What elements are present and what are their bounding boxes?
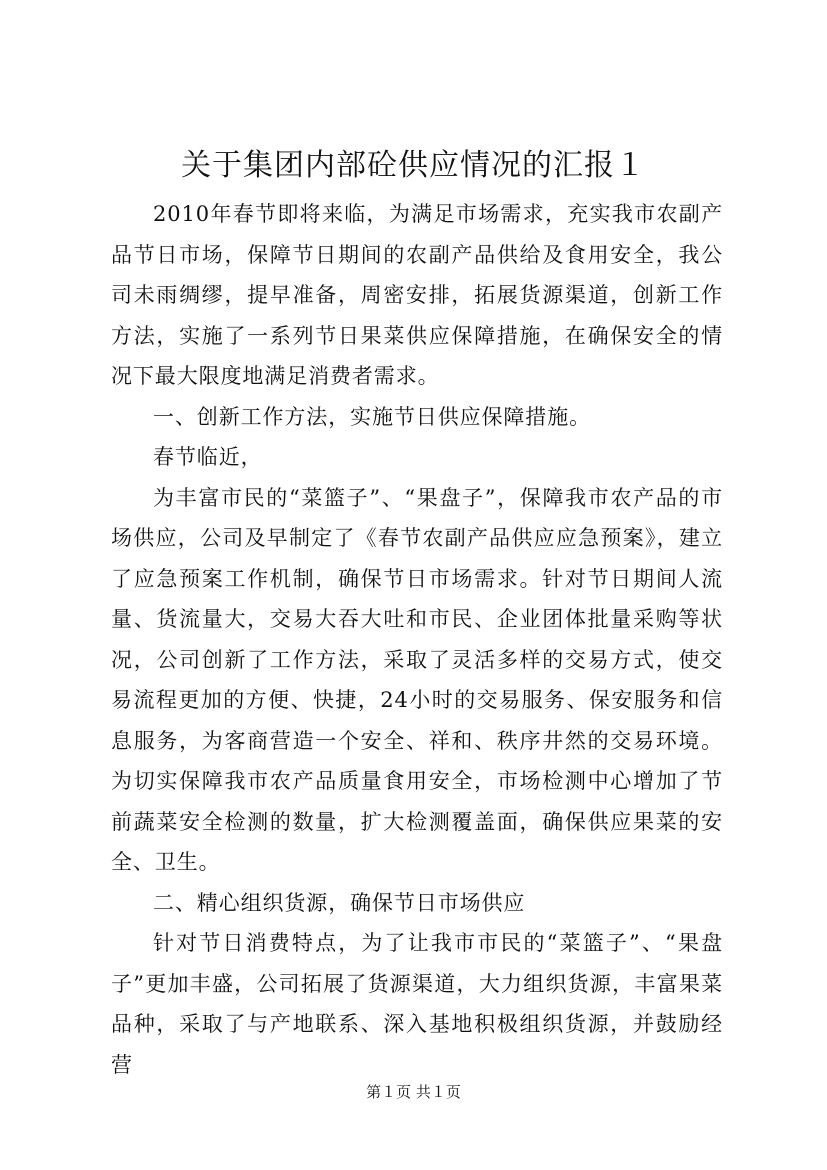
- paragraph-intro: 2010年春节即将来临，为满足市场需求，充实我市农副产品节日市场，保障节日期间的农副产品供给及食用安全，我公司未雨绸缪，提早准备，周密安排，拓展货源渠道，创新工作方法，实施了一系列节日果菜供应保障措施，在确保安全的情况下最大限度地满足消费者需求。: [111, 202, 723, 388]
- document-body: [111, 194, 723, 1085]
- section-heading-1: 一、创新工作方法，实施节日供应保障措施。: [153, 404, 591, 429]
- paragraph-section-2-body: 针对节日消费特点，为了让我市市民的“菜篮子”、“果盘子”更加丰盛，公司拓展了货源渠道，大力组织货源，丰富果菜品种，采取了与产地联系、深入基地积极组织货源，并鼓励经营: [111, 931, 723, 1077]
- page-footer: 第１页 共１页: [366, 1083, 461, 1101]
- section-heading-2: 二、精心组织货源，确保节日市场供应: [153, 890, 526, 915]
- document-title: 关于集团内部砼供应情况的汇报１: [181, 148, 646, 183]
- paragraph-spring-festival: 春节临近，: [153, 445, 263, 469]
- paragraph-section-1-body: 为丰富市民的“菜篮子”、“果盘子”，保障我市农产品的市场供应，公司及早制定了《春节农副产品供应应急预案》，建立了应急预案工作机制，确保节日市场需求。针对节日期间人流量、货流量大，交易大吞大吐和市民、企业团体批量采购等状况，公司创新了工作方法，采取了灵活多样的交易方式，使交易流程更加的方便、快捷，24小时的交易服务、保安服务和信息服务，为客商营造一个安全、祥和、秩序井然的交易环境。为切实保障我市农产品质量食用安全，市场检测中心增加了节前蔬菜安全检测的数量，扩大检测覆盖面，确保供应果菜的安全、卫生。: [111, 485, 723, 874]
